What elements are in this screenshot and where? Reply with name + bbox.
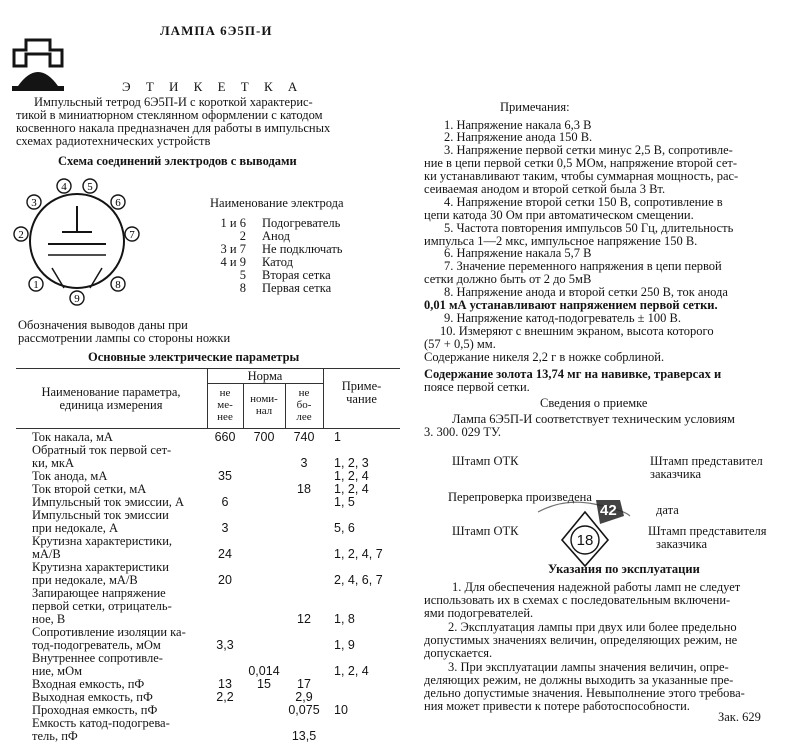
value-note: 1, 9 (334, 638, 355, 652)
electrode-pins: 1 и 6 (220, 216, 246, 230)
value-min: 24 (218, 547, 232, 561)
note-line: 0,01 мА устанавливают напряжением первой сетки. (424, 298, 718, 312)
column-header-param: Наименование параметра, единица измерения (41, 385, 181, 412)
label-heading: Э Т И К Е Т К А (122, 79, 304, 94)
value-note: 1, 2, 4 (334, 469, 369, 483)
value-note: 1, 8 (334, 612, 355, 626)
param-name: ное, В (32, 612, 66, 626)
params-heading: Основные электрические параметры (88, 350, 300, 364)
electrode-pins: 8 (239, 281, 246, 295)
electrode-name: Катод (262, 255, 293, 269)
pin-number: 6 (115, 197, 121, 209)
electrode-pins: 2 (239, 229, 246, 243)
value-min: 6 (221, 495, 229, 509)
note-line: 8. Напряжение анода и второй сетки 250 В, ток анода (444, 285, 728, 299)
param-name: ние, мОм (32, 664, 83, 678)
note-line: 9. Напряжение катод-подогреватель ± 100 В. (444, 311, 681, 325)
electrode-pins: 5 (239, 268, 246, 282)
date-label: дата (656, 503, 679, 517)
value-note: 2, 4, 6, 7 (334, 573, 383, 587)
stamp-customer-label: заказчика (656, 537, 708, 551)
note-line: 7. Значение переменного напряжения в цепи первой (444, 259, 722, 273)
electrode-name: Не подключать (262, 242, 343, 256)
electrode-pins: 4 и 9 (220, 255, 246, 269)
table-rule (16, 368, 400, 369)
pin-number: 1 (33, 279, 39, 291)
pin-number: 7 (129, 229, 135, 241)
param-name: Импульсный ток эмиссии (32, 508, 169, 522)
param-name: первой сетки, отрицатель- (32, 599, 172, 613)
value-min: 13 (218, 677, 232, 691)
param-name: мА/В (32, 547, 61, 561)
param-name: Крутизна характеристики, (32, 534, 173, 548)
param-name: тель, пФ (32, 729, 78, 743)
pin-number: 8 (115, 279, 121, 291)
param-name: Сопротивление изоляции ка- (32, 625, 186, 639)
note-line: сеиваемая анодом и второй сеткой была 3 Вт. (424, 182, 666, 196)
intro-line: схемах радиотехнических устройств (16, 134, 211, 148)
pinout-caption: Обозначения выводов даны при (18, 318, 188, 332)
column-header-norm: Норма (247, 369, 283, 383)
value-max: 3 (300, 456, 308, 470)
param-name: Выходная емкость, пФ (32, 690, 153, 704)
param-name: Ток накала, мА (32, 430, 113, 444)
column-header-nominal: номи- нал (250, 393, 278, 417)
operation-line: допускается. (424, 646, 493, 660)
pin-number: 3 (31, 197, 37, 209)
operation-heading: Указания по эксплуатации (548, 562, 700, 576)
acceptance-stamp (560, 510, 610, 568)
intro-line: Импульсный тетрод 6Э5П-И с короткой характерис- (34, 95, 313, 109)
acceptance-heading: Сведения о приемке (540, 396, 648, 410)
param-name: тод-подогреватель, мОм (32, 638, 161, 652)
pin-number: 9 (74, 293, 80, 305)
electrode-name: Подогреватель (262, 216, 341, 230)
param-name: Ток второй сетки, мА (32, 482, 147, 496)
notes-heading: Примечания: (500, 100, 570, 114)
note-line: поясе первой сетки. (424, 380, 530, 394)
value-note: 1, 2, 4 (334, 482, 369, 496)
value-max: 13,5 (291, 729, 317, 743)
table-row (16, 444, 400, 470)
value-nominal: 0,014 (248, 664, 280, 678)
table-row (16, 626, 400, 652)
param-name: Импульсный ток эмиссии, А (32, 495, 185, 509)
table-row (16, 587, 400, 626)
operation-line: ния может привести к потере работоспособности. (424, 699, 690, 713)
electrode-name: Вторая сетка (262, 268, 331, 282)
electrode-name: Анод (262, 229, 290, 243)
value-max: 17 (297, 677, 311, 691)
electrode-pins: 3 и 7 (220, 242, 246, 256)
stamp-otk-label: Штамп ОТК (452, 454, 519, 468)
stamp-customer-label: Штамп представител (650, 454, 763, 468)
table-row (16, 509, 400, 535)
stamp-otk-label: Штамп ОТК (452, 524, 519, 538)
note-line: сетки должно быть от 2 до 5мВ (424, 272, 592, 286)
value-max: 0,075 (288, 703, 320, 717)
value-nominal: 700 (253, 430, 275, 444)
param-name: Внутреннее сопротивле- (32, 651, 163, 665)
value-min: 2,2 (216, 690, 234, 704)
intro-line: тикой в миниатюрном стеклянном оформлении с катодом (16, 108, 323, 122)
value-nominal: 15 (257, 677, 271, 691)
value-note: 1, 2, 3 (334, 456, 369, 470)
value-max: 740 (293, 430, 315, 444)
param-name: при недокале, А (32, 521, 119, 535)
stamp-customer-label: заказчика (650, 467, 702, 481)
table-rule (207, 383, 323, 384)
value-min: 35 (218, 469, 232, 483)
value-min: 3 (221, 521, 229, 535)
value-min: 660 (214, 430, 236, 444)
pin-number: 2 (18, 229, 24, 241)
value-max: 2,9 (295, 690, 313, 704)
value-min: 3,3 (216, 638, 234, 652)
order-number: Зак. 629 (718, 710, 761, 724)
value-max: 12 (297, 612, 311, 626)
column-header-min: не ме- нее (217, 387, 233, 423)
note-line: 3. Напряжение первой сетки минус 2,5 В, сопротивле- (444, 143, 733, 157)
manufacturer-logo (8, 36, 68, 96)
value-note: 1, 5 (334, 495, 355, 509)
note-line: Содержание золота 13,74 мг на навивке, траверсах и (424, 367, 722, 381)
value-note: 5, 6 (334, 521, 355, 535)
note-line: цепи катода 30 Ом при автоматическом смещении. (424, 208, 694, 222)
pinout-caption: рассмотрении лампы со стороны ножки (18, 331, 231, 345)
pinout-diagram (12, 176, 142, 306)
note-line: 5. Частота повторения импульсов 50 Гц, длительность (444, 221, 734, 235)
table-row (16, 717, 400, 743)
operation-line: ями подогревателей. (424, 606, 534, 620)
note-line: 2. Напряжение анода 150 В. (444, 130, 593, 144)
note-line: 10. Измеряют с внешним экраном, высота которого (440, 324, 714, 338)
intro-line: косвенного накала предназначен для работы в импульсных (16, 121, 331, 135)
pin-number: 4 (61, 181, 67, 193)
note-line: 4. Напряжение второй сетки 150 В, сопротивление в (444, 195, 723, 209)
operation-line: дельно допустимые значения. Невыполнение этого требова- (424, 686, 745, 700)
operation-line: 2. Эксплуатация лампы при двух или более предельно (448, 620, 737, 634)
param-name: ки, мкА (32, 456, 75, 470)
electrode-name: Первая сетка (262, 281, 332, 295)
operation-line: 3. При эксплуатации лампы значения величин, опре- (448, 660, 729, 674)
param-name: Запирающее напряжение (32, 586, 166, 600)
note-line: ки устанавливают таким, чтобы суммарная мощность, рас- (424, 169, 739, 183)
note-line: импульса 1—2 мкс, импульсное напряжение 150 В. (424, 234, 698, 248)
table-row (16, 535, 400, 561)
note-line: Содержание никеля 2,2 г в ножке собрлиной. (424, 350, 665, 364)
param-name: Крутизна характеристики (32, 560, 169, 574)
operation-line: 1. Для обеспечения надежной работы ламп не следует (452, 580, 741, 594)
document-title: ЛАМПА 6Э5П-И (160, 23, 273, 38)
operation-line: использовать их в схемах с последовательным включени- (424, 593, 731, 607)
pinout-heading: Схема соединений электродов с выводами (58, 154, 297, 168)
param-name: Емкость катод-подогрева- (32, 716, 170, 730)
param-name: Обратный ток первой сет- (32, 443, 172, 457)
table-row (16, 561, 400, 587)
table-row (16, 652, 400, 678)
param-name: Проходная емкость, пФ (32, 703, 158, 717)
acceptance-text: Лампа 6Э5П-И соответствует техническим условиям (452, 412, 735, 426)
column-header-notes: Приме- чание (341, 379, 382, 406)
note-line: (57 + 0,5) мм. (424, 337, 496, 351)
param-name: Ток анода, мА (32, 469, 108, 483)
recheck-label: Перепроверка произведена (448, 490, 592, 504)
value-note: 10 (334, 703, 348, 717)
value-max: 18 (297, 482, 311, 496)
note-line: 1. Напряжение накала 6,3 В (444, 118, 592, 132)
param-name: при недокале, мА/В (32, 573, 138, 587)
value-note: 1, 2, 4, 7 (334, 547, 383, 561)
operation-line: деляющих режим, не должны выходить за указанные пре- (424, 673, 734, 687)
table-rule (16, 428, 400, 429)
acceptance-text: 3. 300. 029 ТУ. (424, 425, 501, 439)
value-note: 1, 2, 4 (334, 664, 369, 678)
stamp-number: 18 (576, 532, 594, 549)
electrode-heading: Наименование электрода (210, 196, 344, 210)
note-line: ние в цепи первой сетки 0,5 МОм, напряжение второй сет- (424, 156, 738, 170)
param-name: Входная емкость, пФ (32, 677, 145, 691)
pin-number: 5 (87, 181, 93, 193)
column-header-max: не бо- лее (296, 387, 312, 423)
note-line: 6. Напряжение накала 5,7 В (444, 246, 592, 260)
operation-line: допустимых значениях величин, определяющих режим, не (424, 633, 738, 647)
value-min: 20 (218, 573, 232, 587)
handwritten-mark: 42 (600, 502, 617, 519)
stamp-customer-label: Штамп представителя (648, 524, 767, 538)
value-note: 1 (334, 430, 341, 444)
